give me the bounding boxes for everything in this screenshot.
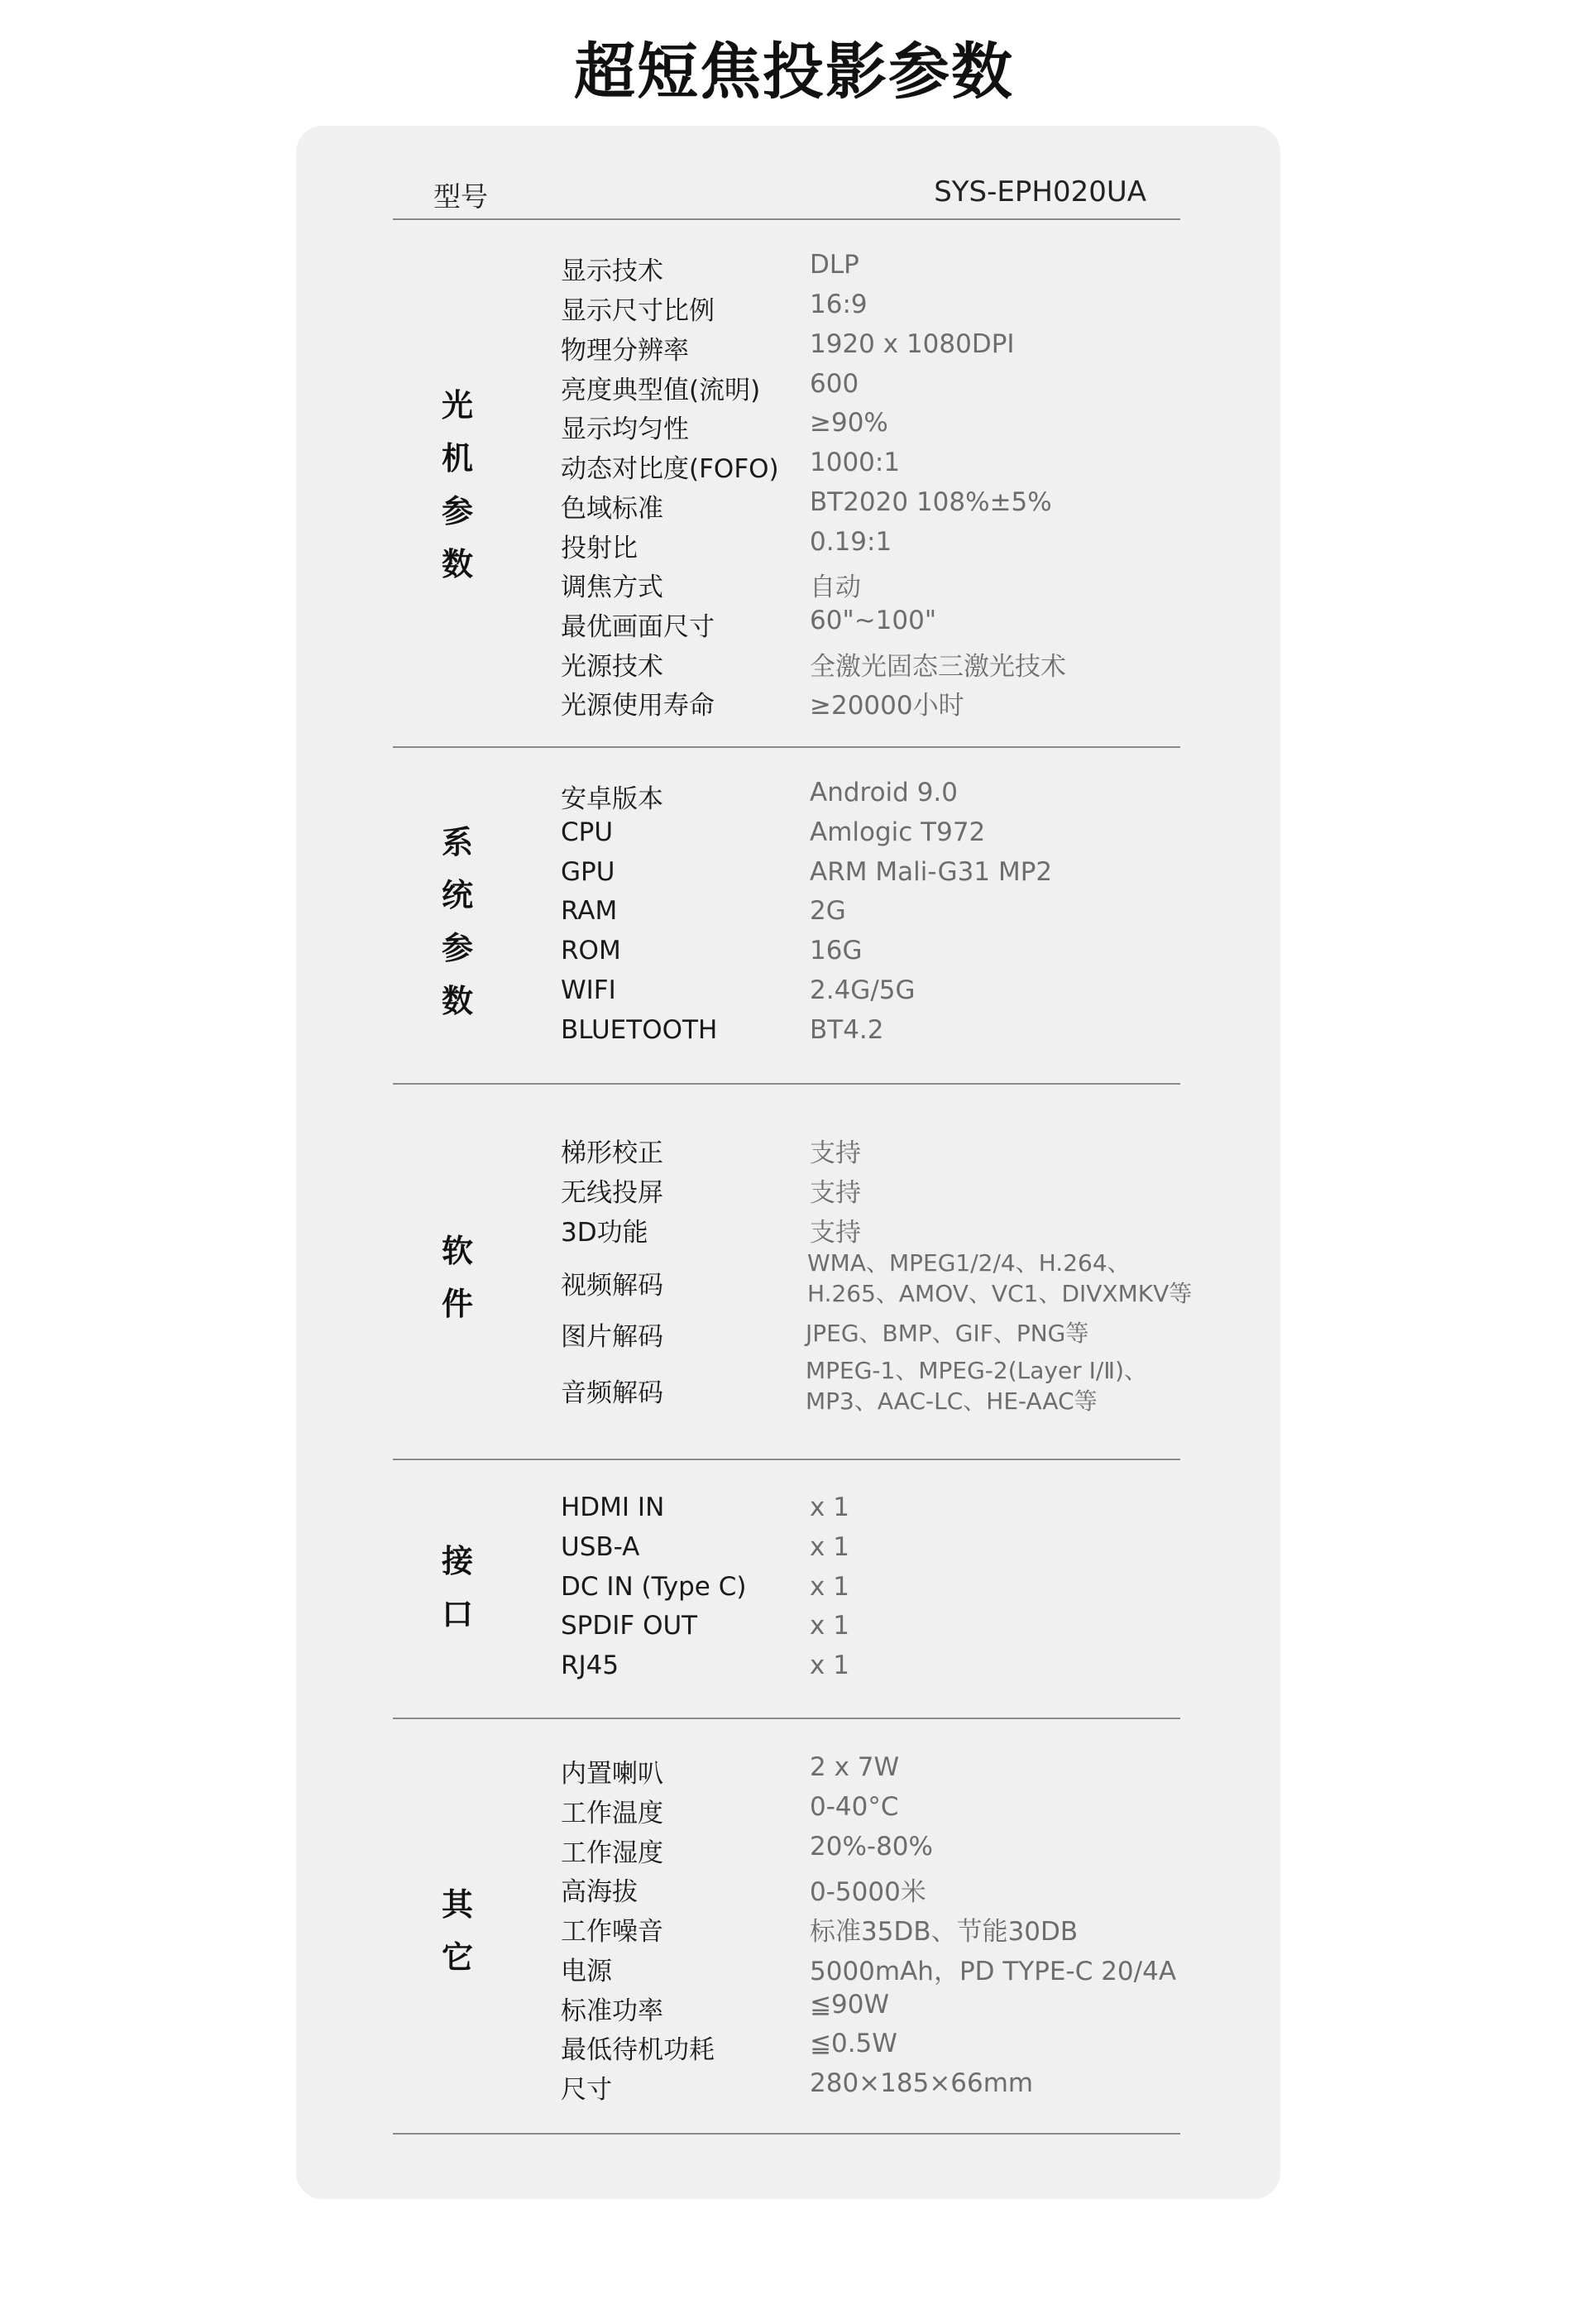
spec-value: 2G — [810, 896, 846, 926]
section-label-char: 其 — [441, 1886, 473, 1923]
spec-key: 工作温度 — [561, 1799, 663, 1828]
spec-row — [0, 1132, 1588, 1170]
spec-value: 支持 — [810, 1178, 861, 1208]
spec-row — [0, 645, 1588, 683]
spec-key: 标准功率 — [561, 1996, 663, 2026]
section-label-char: 机 — [441, 440, 473, 477]
spec-row — [0, 487, 1588, 525]
section-label-char: 参 — [441, 493, 473, 529]
spec-value: ARM Mali-G31 MP2 — [810, 857, 1053, 887]
spec-key: SPDIF OUT — [561, 1611, 698, 1641]
spec-value: 2.4G/5G — [810, 975, 916, 1005]
section-label-char: 口 — [441, 1596, 473, 1632]
spec-key: 工作湿度 — [561, 1838, 663, 1868]
spec-key: 音频解码 — [561, 1378, 663, 1408]
spec-value: WMA、MPEG1/2/4、H.264、H.265、AMOV、VC1、DIVXMKV等 — [807, 1249, 1193, 1307]
spec-value: x 1 — [810, 1572, 849, 1602]
spec-value: 60"~100" — [810, 606, 937, 635]
spec-row — [0, 1572, 1588, 1610]
spec-row — [0, 566, 1588, 604]
section-label-char: 系 — [441, 824, 473, 860]
spec-key: 梯形校正 — [561, 1138, 663, 1168]
spec-key: 电源 — [561, 1957, 612, 1986]
spec-value: ≦90W — [810, 1990, 890, 2020]
spec-value: 0-40°C — [810, 1792, 899, 1822]
spec-key: 物理分辨率 — [561, 336, 689, 366]
spec-value: BT4.2 — [810, 1015, 884, 1045]
spec-key: ROM — [561, 936, 621, 966]
spec-value: ≥90% — [810, 408, 888, 438]
spec-row — [0, 857, 1588, 895]
spec-row — [0, 1493, 1588, 1531]
section-label-char: 数 — [441, 546, 473, 582]
spec-key: CPU — [561, 817, 614, 847]
section-label-char: 数 — [441, 983, 473, 1019]
spec-row — [0, 1248, 1588, 1314]
section-label-char: 参 — [441, 930, 473, 966]
model-value: SYS-EPH020UA — [934, 175, 1146, 208]
spec-key: 尺寸 — [561, 2075, 612, 2105]
divider — [393, 1083, 1180, 1085]
section-label-char: 件 — [441, 1286, 473, 1322]
spec-row — [0, 408, 1588, 446]
spec-key: 亮度典型值(流明) — [561, 376, 761, 405]
spec-row — [0, 1651, 1588, 1689]
page-title: 超短焦投影参数 — [574, 36, 1014, 108]
spec-row — [0, 606, 1588, 644]
divider — [393, 1718, 1180, 1719]
spec-row — [0, 290, 1588, 328]
spec-key: 投射比 — [561, 534, 638, 563]
spec-value: 0-5000米 — [810, 1877, 926, 1907]
spec-key: 图片解码 — [561, 1322, 663, 1352]
spec-value: x 1 — [810, 1651, 849, 1680]
spec-row — [0, 1871, 1588, 1909]
spec-value: 600 — [810, 369, 859, 399]
spec-row — [0, 2029, 1588, 2067]
spec-value: 20%-80% — [810, 1832, 933, 1862]
section-label-char: 光 — [441, 387, 473, 424]
spec-value: 16:9 — [810, 290, 868, 319]
spec-value: 支持 — [810, 1138, 861, 1168]
divider — [393, 746, 1180, 748]
spec-value: MPEG-1、MPEG-2(Layer Ⅰ/Ⅱ)、MP3、AAC-LC、HE-AAC等 — [806, 1357, 1147, 1415]
divider — [393, 218, 1180, 220]
spec-key: 最优画面尺寸 — [561, 612, 715, 642]
spec-row — [0, 1015, 1588, 1053]
spec-row — [0, 896, 1588, 934]
spec-value: Android 9.0 — [810, 778, 959, 807]
spec-key: GPU — [561, 857, 615, 887]
spec-key: HDMI IN — [561, 1493, 665, 1522]
spec-value: x 1 — [810, 1532, 849, 1562]
spec-key: 动态对比度(FOFO) — [561, 454, 779, 484]
spec-row — [0, 1355, 1588, 1421]
spec-row — [0, 1211, 1588, 1249]
model-label: 型号 — [433, 180, 488, 213]
spec-value: BT2020 108%±5% — [810, 487, 1052, 517]
spec-row — [0, 778, 1588, 816]
spec-row — [0, 369, 1588, 407]
spec-value: 1000:1 — [810, 448, 901, 477]
spec-row — [0, 527, 1588, 565]
spec-key: 内置喇叭 — [561, 1759, 663, 1789]
spec-value: 280×185×66mm — [810, 2068, 1034, 2098]
spec-value: 2 x 7W — [810, 1752, 900, 1782]
spec-row — [0, 2068, 1588, 2106]
divider — [393, 1459, 1180, 1460]
section-label-char: 接 — [441, 1543, 473, 1579]
spec-key: RAM — [561, 896, 618, 926]
section-label-char: 统 — [441, 877, 473, 913]
spec-key: 光源技术 — [561, 652, 663, 682]
spec-row — [0, 329, 1588, 367]
spec-value: ≦0.5W — [810, 2029, 897, 2058]
spec-value: x 1 — [810, 1493, 849, 1522]
spec-row — [0, 448, 1588, 486]
spec-key: 3D功能 — [561, 1218, 648, 1248]
spec-key: 视频解码 — [561, 1271, 663, 1301]
spec-value: 0.19:1 — [810, 527, 892, 557]
spec-row — [0, 1532, 1588, 1570]
spec-row — [0, 817, 1588, 855]
spec-key: RJ45 — [561, 1651, 619, 1680]
spec-key: 光源使用寿命 — [561, 691, 715, 721]
spec-value: Amlogic T972 — [810, 817, 986, 847]
spec-row — [0, 1752, 1588, 1790]
spec-key: 调焦方式 — [561, 573, 663, 602]
spec-row — [0, 1910, 1588, 1948]
spec-row — [0, 250, 1588, 288]
spec-row — [0, 1832, 1588, 1870]
spec-row — [0, 1315, 1588, 1354]
spec-value: 16G — [810, 936, 863, 966]
spec-value: 5000mAh，PD TYPE-C 20/4A — [810, 1957, 1177, 1986]
spec-key: BLUETOOTH — [561, 1015, 718, 1045]
spec-value: 支持 — [810, 1218, 861, 1248]
spec-row — [0, 1792, 1588, 1830]
spec-value: x 1 — [810, 1611, 849, 1641]
spec-value: ≥20000小时 — [810, 691, 964, 721]
spec-row — [0, 975, 1588, 1013]
spec-key: DC IN (Type C) — [561, 1572, 747, 1602]
spec-row — [0, 1172, 1588, 1210]
spec-key: 无线投屏 — [561, 1178, 663, 1208]
spec-row — [0, 1990, 1588, 2028]
divider — [393, 2133, 1180, 2135]
spec-row — [0, 1950, 1588, 1988]
spec-row — [0, 936, 1588, 974]
spec-key: 显示均匀性 — [561, 414, 689, 444]
spec-row — [0, 1611, 1588, 1649]
spec-value: 全激光固态三激光技术 — [810, 652, 1066, 682]
spec-key: 工作噪音 — [561, 1917, 663, 1947]
spec-key: 高海拔 — [561, 1877, 638, 1907]
spec-value: 自动 — [810, 573, 861, 602]
spec-key: WIFI — [561, 975, 616, 1005]
spec-value: 1920 x 1080DPI — [810, 329, 1015, 359]
section-label-char: 它 — [441, 1939, 473, 1976]
spec-value: 标准35DB、节能30DB — [810, 1917, 1079, 1947]
spec-key: 显示尺寸比例 — [561, 296, 715, 326]
spec-row — [0, 684, 1588, 722]
spec-key: 安卓版本 — [561, 784, 663, 814]
spec-key: USB-A — [561, 1532, 640, 1562]
spec-key: 显示技术 — [561, 256, 663, 286]
spec-value: DLP — [810, 250, 859, 280]
spec-value: JPEG、BMP、GIF、PNG等 — [806, 1320, 1089, 1347]
section-label-char: 软 — [441, 1233, 473, 1269]
spec-key: 色域标准 — [561, 494, 663, 524]
spec-key: 最低待机功耗 — [561, 2035, 715, 2065]
